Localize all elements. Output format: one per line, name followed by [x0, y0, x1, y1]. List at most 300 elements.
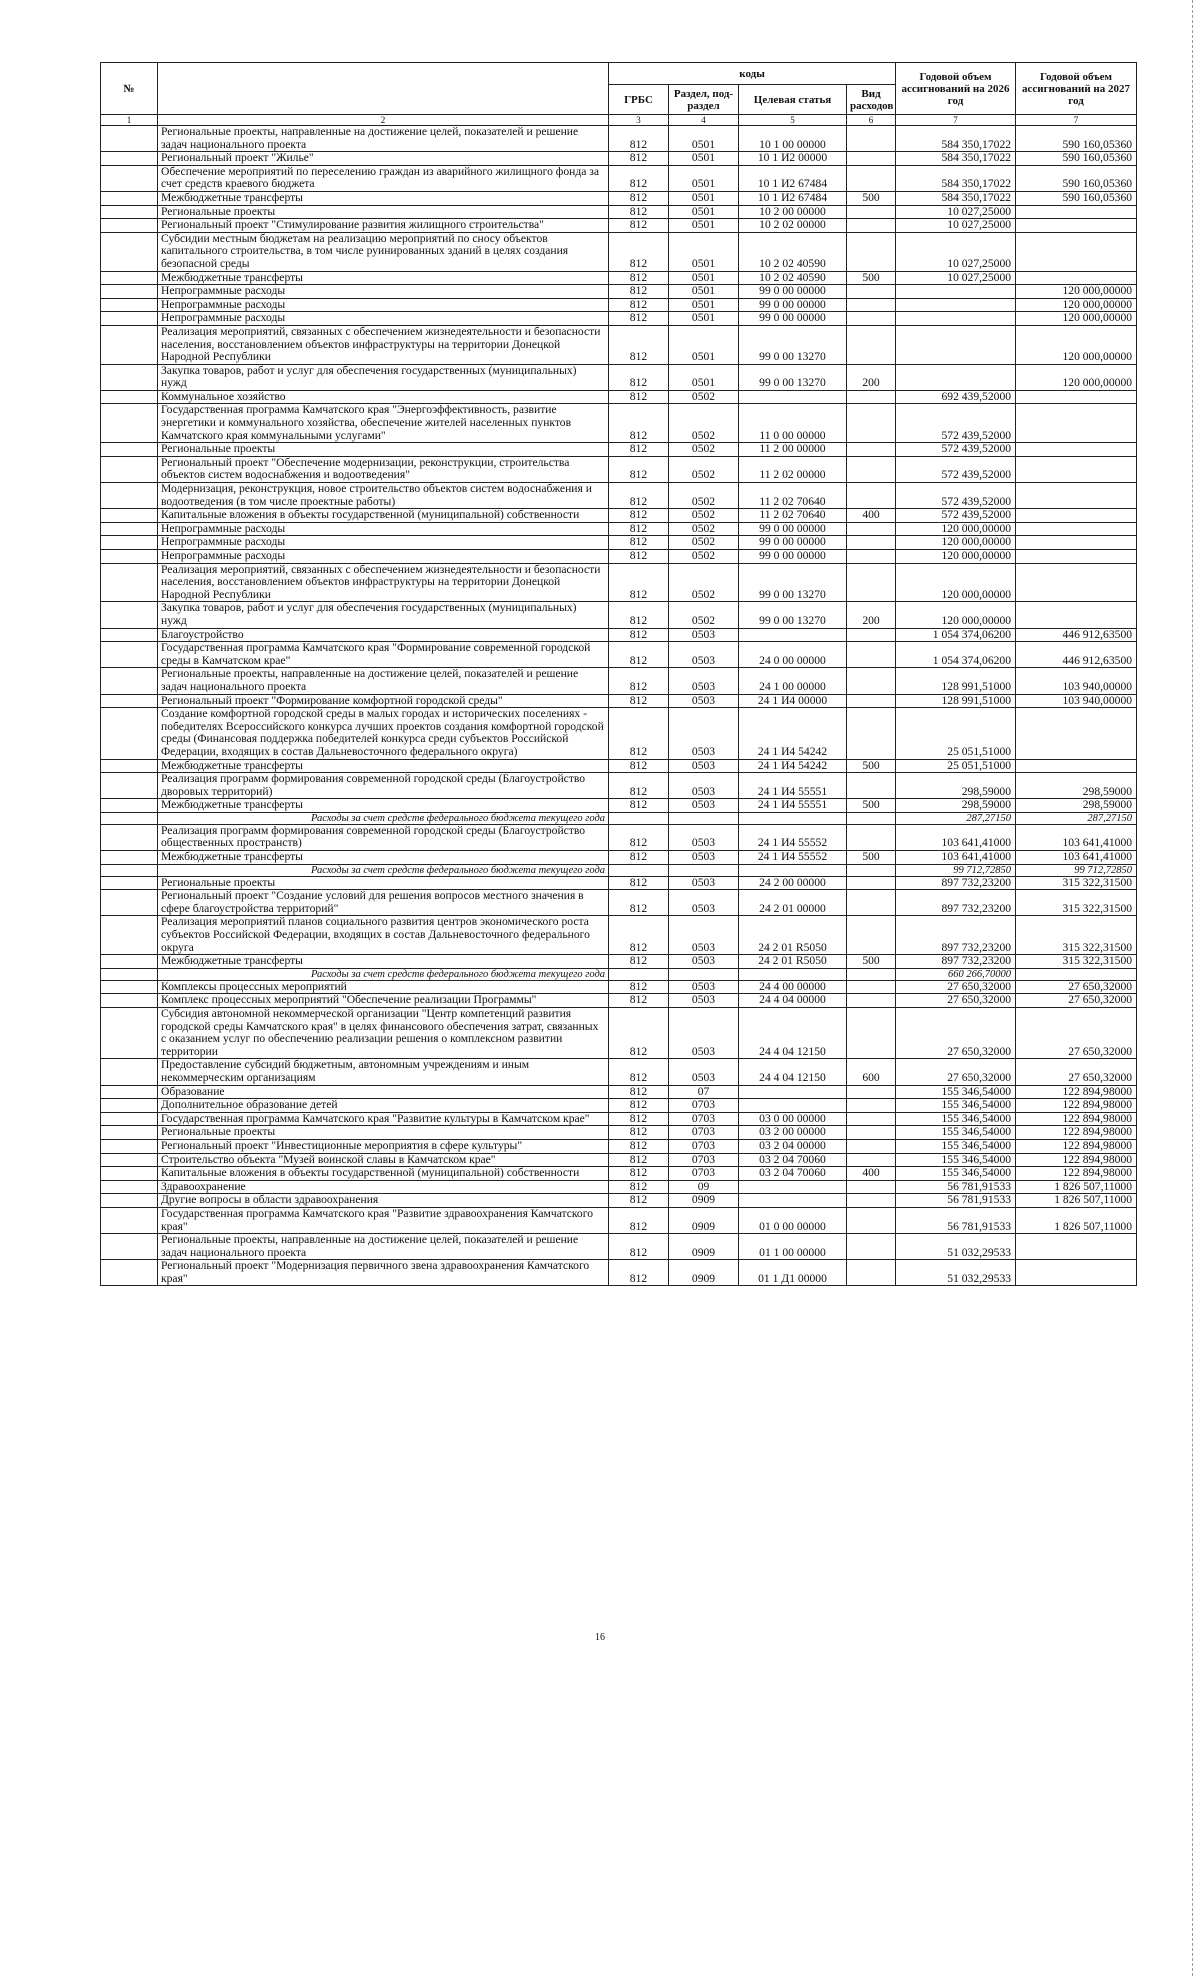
cell-expense-type [847, 325, 896, 364]
cell-grbs [609, 968, 669, 980]
cell-amount-2026: 120 000,00000 [896, 563, 1016, 602]
header-target-article: Целевая статья [739, 85, 847, 115]
cell-name: Государственная программа Камчатского края "Формирование современной городской среды в Камчатском крае" [158, 642, 609, 668]
cell-grbs: 812 [609, 1139, 669, 1153]
cell-amount-2027: 27 650,32000 [1016, 980, 1137, 994]
cell-num [101, 708, 158, 759]
cell-grbs: 812 [609, 404, 669, 443]
cell-razdel: 0501 [669, 364, 739, 390]
cell-amount-2027: 590 160,05360 [1016, 191, 1137, 205]
cell-target-article [739, 628, 847, 642]
table-row [101, 325, 1137, 364]
cell-grbs: 812 [609, 916, 669, 955]
cell-grbs: 812 [609, 955, 669, 969]
cell-amount-2026: 155 346,54000 [896, 1085, 1016, 1099]
cell-num [101, 602, 158, 628]
cell-grbs: 812 [609, 522, 669, 536]
cell-razdel: 0502 [669, 602, 739, 628]
cell-amount-2026: 572 439,52000 [896, 509, 1016, 523]
cell-expense-type [847, 456, 896, 482]
cell-target-article [739, 968, 847, 980]
cell-razdel: 0503 [669, 890, 739, 916]
cell-amount-2027 [1016, 563, 1137, 602]
cell-razdel: 0503 [669, 851, 739, 865]
cell-amount-2026: 51 032,29533 [896, 1234, 1016, 1260]
table-row [101, 602, 1137, 628]
table-row [101, 191, 1137, 205]
cell-grbs: 812 [609, 1234, 669, 1260]
cell-grbs: 812 [609, 298, 669, 312]
cell-name: Капитальные вложения в объекты государственной (муниципальной) собственности [158, 1167, 609, 1181]
cell-amount-2026: 1 054 374,06200 [896, 642, 1016, 668]
cell-target-article: 24 1 И4 55552 [739, 851, 847, 865]
table-row [101, 1126, 1137, 1140]
cell-amount-2027 [1016, 404, 1137, 443]
cell-amount-2027: 315 322,31500 [1016, 876, 1137, 890]
cell-amount-2026: 155 346,54000 [896, 1167, 1016, 1181]
cell-amount-2026: 56 781,91533 [896, 1207, 1016, 1233]
cell-amount-2027: 315 322,31500 [1016, 916, 1137, 955]
cell-razdel: 0501 [669, 298, 739, 312]
table-row [101, 1260, 1137, 1286]
header-grbs: ГРБС [609, 85, 669, 115]
cell-expense-type [847, 968, 896, 980]
table-row [101, 390, 1137, 404]
cell-amount-2027: 590 160,05360 [1016, 152, 1137, 166]
cell-razdel: 0503 [669, 994, 739, 1008]
table-row [101, 980, 1137, 994]
table-row [101, 642, 1137, 668]
cell-amount-2026: 572 439,52000 [896, 456, 1016, 482]
cell-amount-2026: 27 650,32000 [896, 1008, 1016, 1059]
idx-2: 2 [158, 115, 609, 126]
cell-amount-2026: 10 027,25000 [896, 232, 1016, 271]
cell-amount-2027: 1 826 507,11000 [1016, 1180, 1137, 1194]
cell-name: Расходы за счет средств федерального бюджета текущего года [158, 864, 609, 876]
cell-expense-type [847, 390, 896, 404]
cell-razdel: 0502 [669, 443, 739, 457]
cell-name: Региональный проект "Инвестиционные мероприятия в сфере культуры" [158, 1139, 609, 1153]
cell-num [101, 1059, 158, 1085]
cell-target-article: 24 2 01 R5050 [739, 955, 847, 969]
cell-num [101, 1085, 158, 1099]
cell-amount-2026: 897 732,23200 [896, 890, 1016, 916]
cell-grbs: 812 [609, 890, 669, 916]
cell-amount-2026: 27 650,32000 [896, 994, 1016, 1008]
cell-razdel: 0503 [669, 628, 739, 642]
cell-amount-2026: 27 650,32000 [896, 980, 1016, 994]
cell-target-article [739, 1194, 847, 1208]
cell-name: Непрограммные расходы [158, 312, 609, 326]
cell-name: Другие вопросы в области здравоохранения [158, 1194, 609, 1208]
cell-grbs: 812 [609, 550, 669, 564]
cell-amount-2027 [1016, 232, 1137, 271]
cell-num [101, 1207, 158, 1233]
cell-expense-type [847, 694, 896, 708]
table-row [101, 1139, 1137, 1153]
cell-target-article: 03 2 00 00000 [739, 1126, 847, 1140]
cell-grbs [609, 812, 669, 824]
cell-amount-2027 [1016, 602, 1137, 628]
cell-expense-type: 500 [847, 851, 896, 865]
table-row [101, 824, 1137, 850]
cell-razdel: 0501 [669, 219, 739, 233]
cell-amount-2026 [896, 325, 1016, 364]
cell-grbs: 812 [609, 994, 669, 1008]
cell-expense-type: 200 [847, 364, 896, 390]
cell-num [101, 824, 158, 850]
cell-num [101, 1112, 158, 1126]
cell-amount-2026: 572 439,52000 [896, 443, 1016, 457]
cell-amount-2027: 590 160,05360 [1016, 126, 1137, 152]
cell-amount-2027 [1016, 536, 1137, 550]
cell-expense-type [847, 1126, 896, 1140]
cell-amount-2027: 122 894,98000 [1016, 1167, 1137, 1181]
cell-amount-2027 [1016, 219, 1137, 233]
cell-name: Субсидия автономной некоммерческой организации "Центр компетенций развития городской среды Камчатского края" в целях финансового обеспечения затрат, связанных с оказанием услуг по обеспечению реализации решения о комплексном развитии территории [158, 1008, 609, 1059]
table-row [101, 1059, 1137, 1085]
cell-razdel: 0501 [669, 152, 739, 166]
cell-razdel: 0501 [669, 312, 739, 326]
cell-grbs: 812 [609, 312, 669, 326]
cell-name: Межбюджетные трансферты [158, 759, 609, 773]
cell-amount-2026: 120 000,00000 [896, 522, 1016, 536]
cell-razdel: 0503 [669, 708, 739, 759]
table-row [101, 1153, 1137, 1167]
cell-name: Непрограммные расходы [158, 536, 609, 550]
cell-amount-2026: 56 781,91533 [896, 1194, 1016, 1208]
cell-amount-2027 [1016, 1260, 1137, 1286]
cell-expense-type [847, 668, 896, 694]
cell-razdel: 0502 [669, 456, 739, 482]
cell-name: Предоставление субсидий бюджетным, автономным учреждениям и иным некоммерческим организациям [158, 1059, 609, 1085]
cell-razdel: 0501 [669, 232, 739, 271]
cell-grbs: 812 [609, 126, 669, 152]
cell-amount-2027 [1016, 968, 1137, 980]
cell-amount-2026 [896, 312, 1016, 326]
cell-name: Межбюджетные трансферты [158, 851, 609, 865]
cell-num [101, 694, 158, 708]
cell-amount-2026: 584 350,17022 [896, 152, 1016, 166]
cell-grbs: 812 [609, 232, 669, 271]
cell-grbs: 812 [609, 1167, 669, 1181]
cell-grbs: 812 [609, 628, 669, 642]
cell-num [101, 1194, 158, 1208]
cell-amount-2027: 27 650,32000 [1016, 1008, 1137, 1059]
cell-target-article: 10 2 00 00000 [739, 205, 847, 219]
cell-amount-2026 [896, 298, 1016, 312]
cell-grbs: 812 [609, 759, 669, 773]
table-row [101, 773, 1137, 799]
cell-name: Модернизация, реконструкция, новое строительство объектов систем водоснабжения и водоотведения (в том числе проектные работы) [158, 483, 609, 509]
cell-grbs: 812 [609, 824, 669, 850]
cell-amount-2026 [896, 285, 1016, 299]
cell-num [101, 550, 158, 564]
cell-amount-2026: 103 641,41000 [896, 851, 1016, 865]
cell-expense-type [847, 550, 896, 564]
header-name [158, 63, 609, 115]
table-row [101, 1167, 1137, 1181]
cell-amount-2026: 572 439,52000 [896, 483, 1016, 509]
cell-amount-2026: 897 732,23200 [896, 876, 1016, 890]
cell-expense-type [847, 824, 896, 850]
cell-grbs: 812 [609, 1008, 669, 1059]
cell-expense-type [847, 1112, 896, 1126]
cell-razdel: 0502 [669, 550, 739, 564]
idx-6: 6 [847, 115, 896, 126]
cell-target-article [739, 1085, 847, 1099]
cell-grbs: 812 [609, 799, 669, 813]
cell-razdel: 0503 [669, 1059, 739, 1085]
table-row-federal-share [101, 864, 1137, 876]
table-row [101, 916, 1137, 955]
table-row [101, 1180, 1137, 1194]
cell-amount-2026: 27 650,32000 [896, 1059, 1016, 1085]
cell-target-article: 10 1 И2 00000 [739, 152, 847, 166]
cell-target-article: 24 1 И4 55552 [739, 824, 847, 850]
cell-expense-type [847, 126, 896, 152]
cell-name: Комплекс процессных мероприятий "Обеспечение реализации Программы" [158, 994, 609, 1008]
cell-grbs: 812 [609, 483, 669, 509]
cell-razdel: 0909 [669, 1260, 739, 1286]
cell-grbs: 812 [609, 390, 669, 404]
cell-num [101, 980, 158, 994]
cell-name: Региональные проекты, направленные на достижение целей, показателей и решение задач национального проекта [158, 1234, 609, 1260]
cell-amount-2026: 155 346,54000 [896, 1112, 1016, 1126]
table-row [101, 152, 1137, 166]
cell-amount-2027 [1016, 390, 1137, 404]
cell-amount-2027: 287,27150 [1016, 812, 1137, 824]
cell-expense-type [847, 864, 896, 876]
cell-amount-2027: 27 650,32000 [1016, 994, 1137, 1008]
cell-target-article: 10 2 02 40590 [739, 232, 847, 271]
cell-amount-2026: 660 266,70000 [896, 968, 1016, 980]
cell-num [101, 126, 158, 152]
cell-target-article: 24 1 И4 54242 [739, 708, 847, 759]
cell-name: Комплексы процессных мероприятий [158, 980, 609, 994]
cell-num [101, 191, 158, 205]
cell-target-article: 99 0 00 13270 [739, 563, 847, 602]
cell-expense-type [847, 1008, 896, 1059]
cell-razdel: 0501 [669, 126, 739, 152]
cell-amount-2027: 1 826 507,11000 [1016, 1194, 1137, 1208]
cell-num [101, 232, 158, 271]
cell-amount-2026: 155 346,54000 [896, 1099, 1016, 1113]
header-codes: коды [609, 63, 896, 85]
cell-target-article: 24 2 01 00000 [739, 890, 847, 916]
table-row [101, 1112, 1137, 1126]
cell-amount-2026: 128 991,51000 [896, 668, 1016, 694]
header-2026: Годовой объем ассигнований на 2026 год [896, 63, 1016, 115]
cell-name: Обеспечение мероприятий по переселению граждан из аварийного жилищного фонда за счет средств краевого бюджета [158, 165, 609, 191]
cell-target-article: 24 1 И4 55551 [739, 799, 847, 813]
cell-name: Субсидии местным бюджетам на реализацию мероприятий по сносу объектов капитального строительства, в том числе руинированных зданий в целях создания безопасной среды [158, 232, 609, 271]
cell-num [101, 271, 158, 285]
cell-grbs: 812 [609, 773, 669, 799]
cell-name: Региональные проекты [158, 205, 609, 219]
cell-razdel: 0503 [669, 694, 739, 708]
cell-target-article: 03 2 04 70060 [739, 1167, 847, 1181]
table-row [101, 312, 1137, 326]
header-2027: Годовой объем ассигнований на 2027 год [1016, 63, 1137, 115]
cell-amount-2026: 298,59000 [896, 773, 1016, 799]
cell-expense-type [847, 1099, 896, 1113]
cell-num [101, 851, 158, 865]
table-row [101, 694, 1137, 708]
cell-amount-2026: 155 346,54000 [896, 1153, 1016, 1167]
cell-expense-type [847, 1085, 896, 1099]
cell-num [101, 799, 158, 813]
cell-expense-type [847, 1139, 896, 1153]
cell-razdel: 0502 [669, 483, 739, 509]
cell-amount-2027: 120 000,00000 [1016, 364, 1137, 390]
table-row [101, 708, 1137, 759]
cell-name: Региональные проекты [158, 1126, 609, 1140]
cell-target-article: 11 2 00 00000 [739, 443, 847, 457]
cell-amount-2026: 25 051,51000 [896, 708, 1016, 759]
cell-razdel: 0503 [669, 668, 739, 694]
cell-grbs: 812 [609, 668, 669, 694]
cell-grbs: 812 [609, 325, 669, 364]
cell-target-article: 24 1 И4 00000 [739, 694, 847, 708]
cell-expense-type [847, 1180, 896, 1194]
cell-num [101, 509, 158, 523]
cell-name: Государственная программа Камчатского края "Энергоэффективность, развитие энергетики и коммунального хозяйства, обеспечение жителей населенных пунктов Камчатского края коммунальными услугами" [158, 404, 609, 443]
cell-target-article: 99 0 00 13270 [739, 602, 847, 628]
cell-amount-2027: 315 322,31500 [1016, 955, 1137, 969]
cell-target-article: 03 0 00 00000 [739, 1112, 847, 1126]
cell-target-article: 24 0 00 00000 [739, 642, 847, 668]
cell-num [101, 1008, 158, 1059]
cell-amount-2026: 103 641,41000 [896, 824, 1016, 850]
cell-amount-2027: 122 894,98000 [1016, 1126, 1137, 1140]
cell-num [101, 443, 158, 457]
page-number: 16 [595, 1632, 605, 1643]
cell-target-article: 24 2 00 00000 [739, 876, 847, 890]
cell-name: Государственная программа Камчатского края "Развитие культуры в Камчатском крае" [158, 1112, 609, 1126]
cell-num [101, 312, 158, 326]
cell-num [101, 483, 158, 509]
cell-grbs: 812 [609, 509, 669, 523]
cell-amount-2027: 446 912,63500 [1016, 642, 1137, 668]
cell-num [101, 1153, 158, 1167]
table-row [101, 298, 1137, 312]
cell-amount-2027: 122 894,98000 [1016, 1112, 1137, 1126]
cell-razdel [669, 864, 739, 876]
cell-name: Закупка товаров, работ и услуг для обеспечения государственных (муниципальных) нужд [158, 364, 609, 390]
cell-target-article: 01 1 00 00000 [739, 1234, 847, 1260]
cell-num [101, 890, 158, 916]
cell-target-article: 99 0 00 00000 [739, 298, 847, 312]
cell-razdel: 0502 [669, 390, 739, 404]
cell-num [101, 642, 158, 668]
table-row [101, 955, 1137, 969]
cell-grbs: 812 [609, 364, 669, 390]
cell-grbs: 812 [609, 876, 669, 890]
cell-amount-2027: 122 894,98000 [1016, 1099, 1137, 1113]
cell-target-article: 99 0 00 13270 [739, 364, 847, 390]
cell-grbs: 812 [609, 1207, 669, 1233]
cell-name: Региональный проект "Стимулирование развития жилищного строительства" [158, 219, 609, 233]
cell-num [101, 916, 158, 955]
cell-expense-type: 200 [847, 602, 896, 628]
table-row [101, 1085, 1137, 1099]
cell-razdel: 07 [669, 1085, 739, 1099]
cell-grbs: 812 [609, 1180, 669, 1194]
cell-expense-type [847, 1207, 896, 1233]
table-row [101, 563, 1137, 602]
cell-target-article: 10 2 02 40590 [739, 271, 847, 285]
cell-name: Создание комфортной городской среды в малых городах и исторических поселениях - победителях Всероссийского конкурса лучших проектов создания комфортной городской среды (Финансовая поддержка победителей конкурса среди субъектов Российской Федерации, входящих в состав Дальневосточного федерального округа) [158, 708, 609, 759]
cell-num [101, 219, 158, 233]
cell-amount-2027 [1016, 1234, 1137, 1260]
cell-num [101, 1234, 158, 1260]
cell-expense-type [847, 522, 896, 536]
header-razdel: Раздел, под-раздел [669, 85, 739, 115]
cell-grbs: 812 [609, 980, 669, 994]
cell-expense-type [847, 812, 896, 824]
cell-target-article [739, 812, 847, 824]
cell-grbs: 812 [609, 1260, 669, 1286]
table-row [101, 1099, 1137, 1113]
cell-name: Реализация мероприятий, связанных с обеспечением жизнедеятельности и безопасности населения, восстановлением объектов инфраструктуры на территории Донецкой Народной Республики [158, 325, 609, 364]
cell-expense-type [847, 219, 896, 233]
cell-amount-2026: 155 346,54000 [896, 1139, 1016, 1153]
cell-target-article: 11 2 02 70640 [739, 509, 847, 523]
cell-name: Непрограммные расходы [158, 285, 609, 299]
cell-expense-type: 500 [847, 191, 896, 205]
cell-grbs: 812 [609, 1085, 669, 1099]
table-row [101, 126, 1137, 152]
cell-amount-2027: 103 940,00000 [1016, 668, 1137, 694]
cell-amount-2027: 120 000,00000 [1016, 298, 1137, 312]
cell-target-article [739, 1099, 847, 1113]
cell-expense-type [847, 312, 896, 326]
cell-expense-type: 600 [847, 1059, 896, 1085]
table-row-federal-share [101, 812, 1137, 824]
cell-razdel: 0503 [669, 876, 739, 890]
cell-num [101, 1167, 158, 1181]
cell-amount-2026: 120 000,00000 [896, 550, 1016, 564]
cell-target-article: 99 0 00 00000 [739, 285, 847, 299]
cell-razdel: 0501 [669, 285, 739, 299]
cell-name: Региональный проект "Обеспечение модернизации, реконструкции, строительства объектов систем водоснабжения и водоотведения" [158, 456, 609, 482]
table-row-federal-share [101, 968, 1137, 980]
table-row [101, 994, 1137, 1008]
cell-razdel: 0503 [669, 799, 739, 813]
table-row [101, 550, 1137, 564]
cell-amount-2027: 446 912,63500 [1016, 628, 1137, 642]
cell-expense-type: 400 [847, 509, 896, 523]
cell-name: Закупка товаров, работ и услуг для обеспечения государственных (муниципальных) нужд [158, 602, 609, 628]
cell-num [101, 390, 158, 404]
cell-target-article: 11 2 02 70640 [739, 483, 847, 509]
cell-expense-type [847, 205, 896, 219]
cell-num [101, 955, 158, 969]
cell-amount-2027: 99 712,72850 [1016, 864, 1137, 876]
cell-amount-2027 [1016, 509, 1137, 523]
cell-grbs: 812 [609, 563, 669, 602]
cell-target-article: 03 2 04 00000 [739, 1139, 847, 1153]
cell-num [101, 628, 158, 642]
cell-name: Реализация мероприятий планов социального развития центров экономического роста субъектов Российской Федерации, входящих в состав Дальневосточного федерального округа [158, 916, 609, 955]
table-row [101, 364, 1137, 390]
cell-name: Региональные проекты, направленные на достижение целей, показателей и решение задач национального проекта [158, 668, 609, 694]
cell-grbs: 812 [609, 1194, 669, 1208]
cell-grbs: 812 [609, 191, 669, 205]
cell-target-article: 03 2 04 70060 [739, 1153, 847, 1167]
cell-amount-2027: 298,59000 [1016, 773, 1137, 799]
